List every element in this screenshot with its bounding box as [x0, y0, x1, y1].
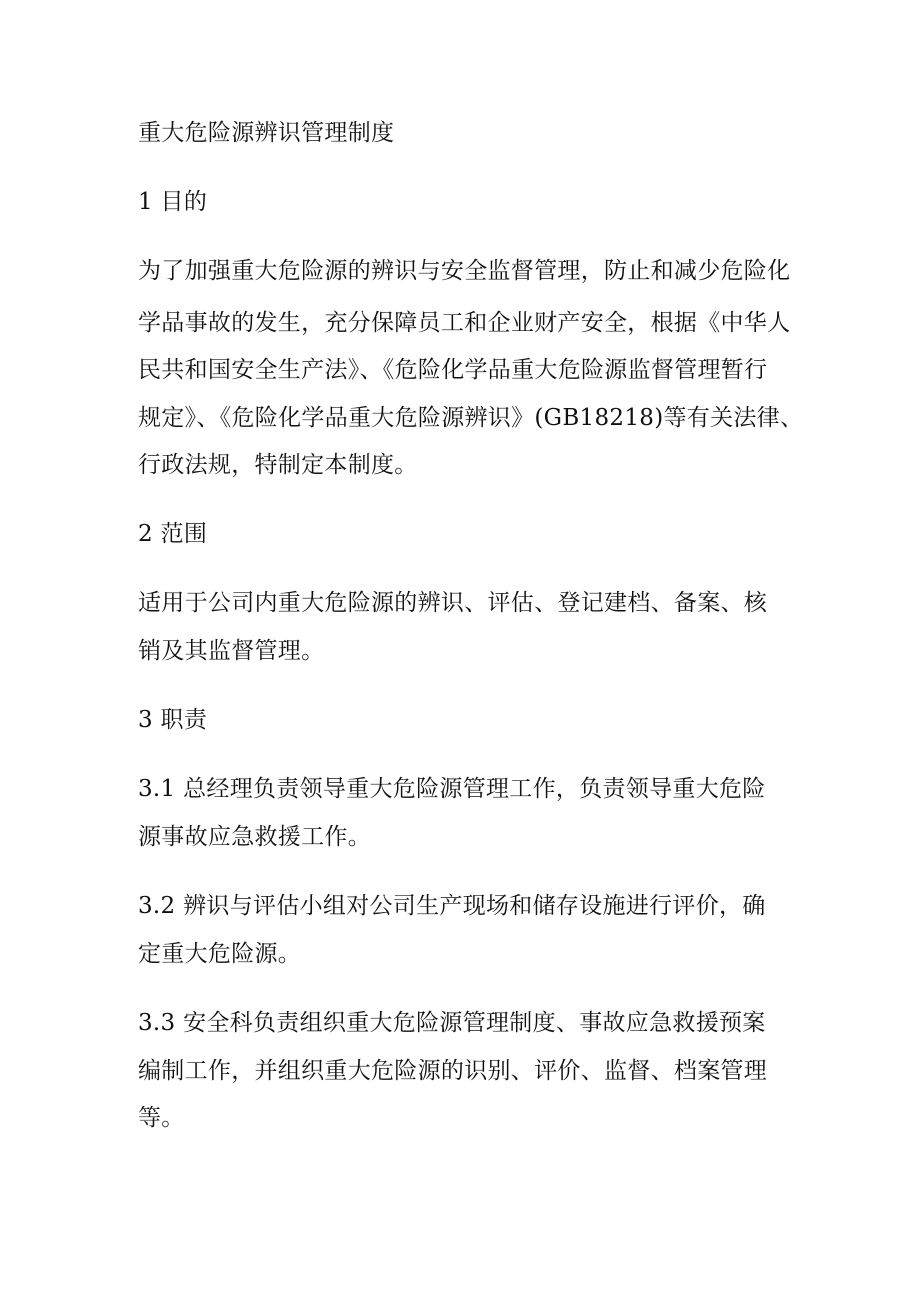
paragraph-line: 学品事故的发生，充分保障员工和企业财产安全，根据《中华人	[138, 310, 791, 336]
paragraph-line: 源事故应急救援工作。	[138, 824, 371, 850]
document-title: 重大危险源辨识管理制度	[138, 120, 395, 146]
section-1-heading: 1 目的	[138, 189, 208, 215]
section-3-heading: 3 职责	[138, 707, 208, 733]
paragraph-line: 编制工作，并组织重大危险源的识别、评价、监督、档案管理	[138, 1058, 768, 1084]
paragraph-line: 为了加强重大危险源的辨识与安全监督管理，防止和减少危险化	[138, 258, 791, 284]
paragraph-line: 3.2 辨识与评估小组对公司生产现场和储存设施进行评价，确	[138, 893, 766, 919]
paragraph-line: 等。	[138, 1105, 185, 1131]
paragraph-line: 规定》、《危险化学品重大危险源辨识》(GB18218)等有关法律、	[138, 405, 804, 431]
paragraph-line: 3.3 安全科负责组织重大危险源管理制度、事故应急救援预案	[138, 1010, 766, 1036]
paragraph-line: 3.1 总经理负责领导重大危险源管理工作，负责领导重大危险	[138, 776, 766, 802]
section-2-heading: 2 范围	[138, 521, 208, 547]
paragraph-line: 销及其监督管理。	[138, 638, 325, 664]
paragraph-line: 适用于公司内重大危险源的辨识、评估、登记建档、备案、核	[138, 590, 768, 616]
paragraph-line: 行政法规，特制定本制度。	[138, 452, 418, 478]
paragraph-line: 民共和国安全生产法》、《危险化学品重大危险源监督管理暂行	[138, 357, 768, 383]
paragraph-line: 定重大危险源。	[138, 941, 302, 967]
